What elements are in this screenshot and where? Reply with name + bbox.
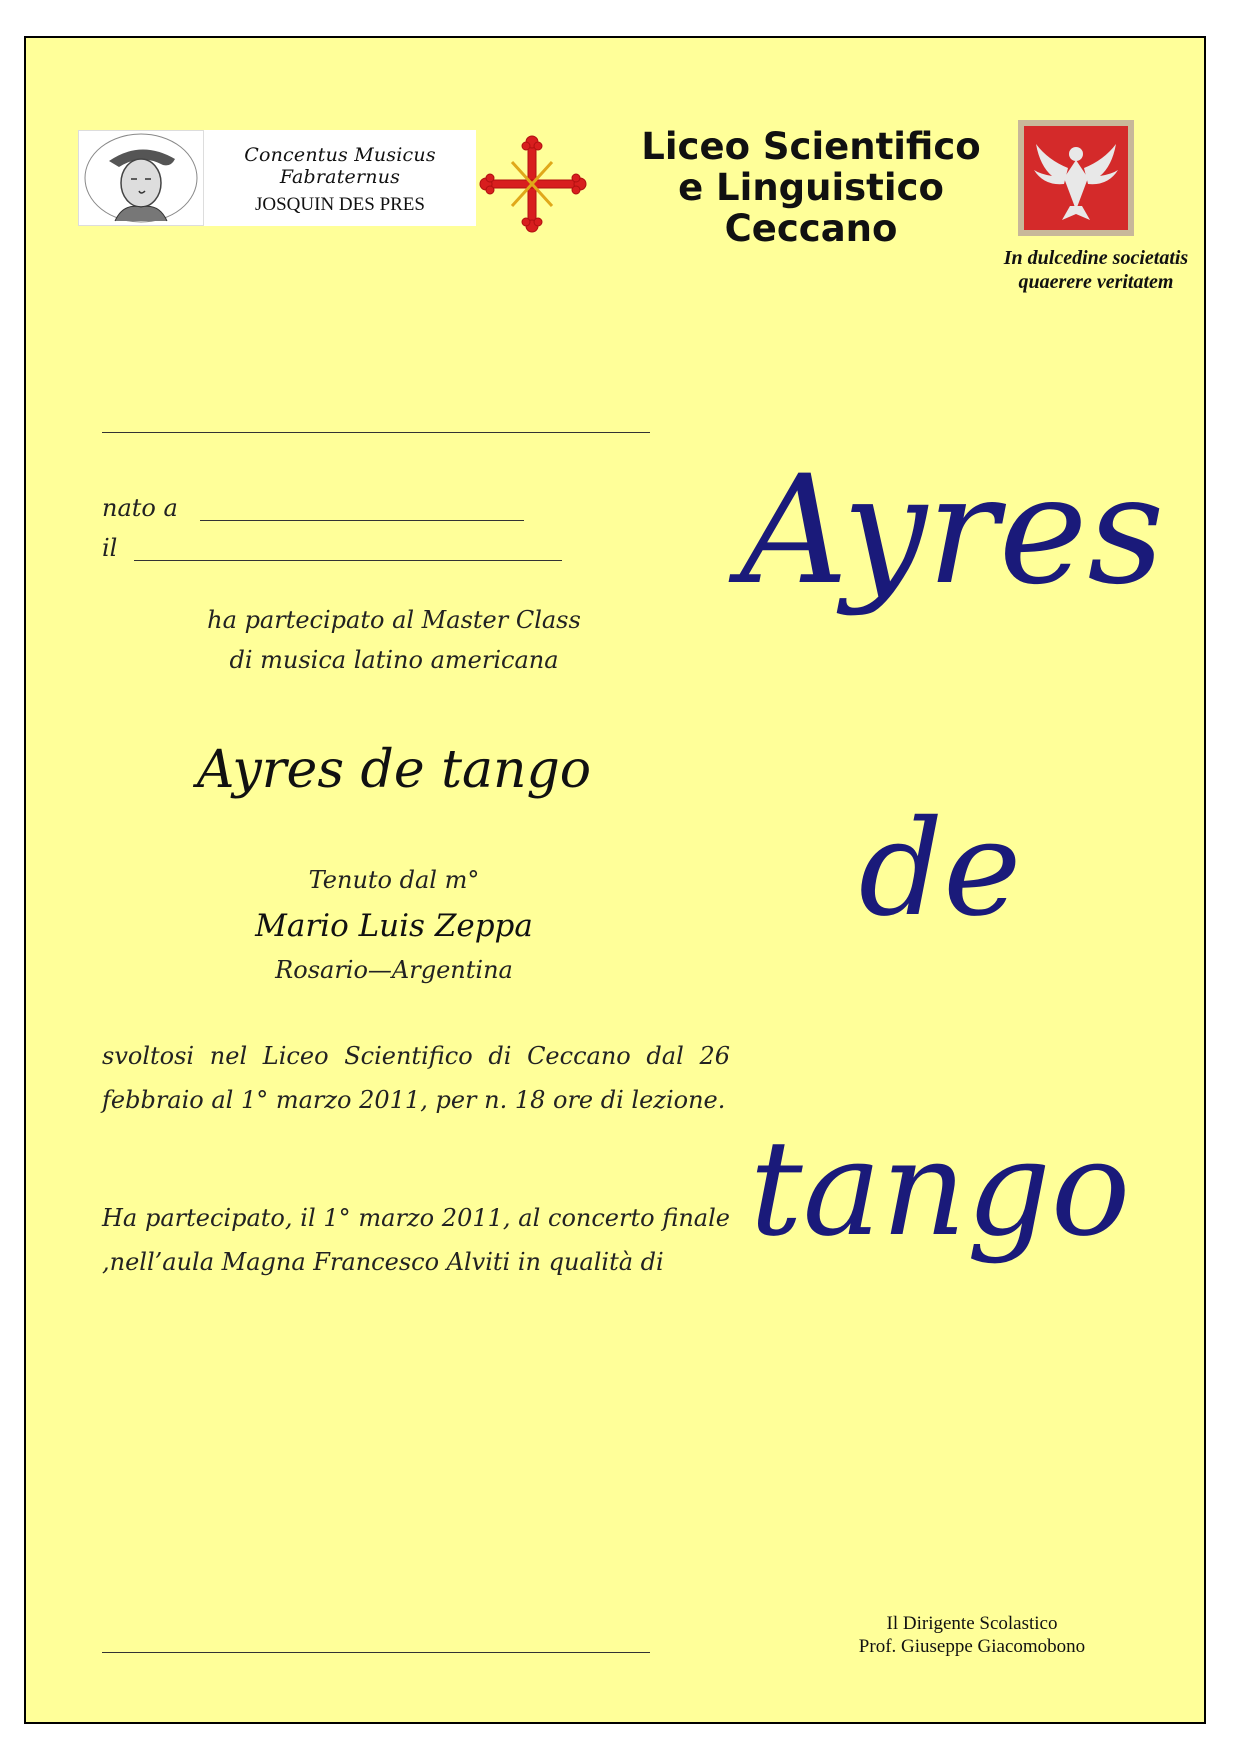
concert-paragraph: Ha partecipato, il 1° marzo 2011, al concerto finale ,nell’aula Magna Francesco Alviti in qualità di [102, 1204, 730, 1276]
side-title-de: de [858, 792, 1022, 946]
school-line-1: Liceo Scientifico [641, 125, 981, 168]
participation-text [102, 600, 686, 680]
signature-role: Il Dirigente Scolastico [886, 1613, 1058, 1634]
course-title: Ayres de tango [196, 740, 592, 800]
school-name [601, 126, 1021, 249]
role-blank-line[interactable] [102, 1652, 650, 1653]
held-by-label: Tenuto dal m° [308, 866, 480, 894]
participation-line-2: di musica latino americana [229, 646, 559, 674]
school-line-2: e Linguistico [678, 166, 944, 209]
side-title-ayres: Ayres [740, 444, 1165, 618]
name-blank-line[interactable] [102, 432, 650, 433]
side-title-tango: tango [749, 1112, 1131, 1266]
teacher-name: Mario Luis Zeppa [255, 908, 533, 944]
certificate-page [24, 36, 1206, 1724]
josquin-label: JOSQUIN DES PRES [255, 194, 425, 215]
signature-name: Prof. Giuseppe Giacomobono [858, 1636, 1086, 1657]
portrait-engraving-icon [79, 131, 203, 225]
teacher-origin: Rosario—Argentina [275, 956, 513, 984]
motto-line-1: In dulcedine societatis [1003, 247, 1189, 269]
concentus-name: Concentus Musicus Fabraternus [244, 144, 436, 188]
cross-emblem-icon [478, 134, 588, 234]
signature-block [822, 1612, 1122, 1658]
participation-line-1: ha partecipato al Master Class [207, 606, 581, 634]
born-label: nato a [102, 494, 178, 522]
date-label: il [102, 534, 118, 562]
josquin-portrait-image [78, 130, 204, 226]
birthplace-blank-line[interactable] [200, 520, 524, 521]
eagle-crest-icon [1018, 120, 1134, 236]
course-details-paragraph: svoltosi nel Liceo Scientifico di Ceccano dal 26 febbraio al 1° marzo 2011, per n. 18 ore di lezione. [102, 1042, 730, 1114]
school-motto [976, 246, 1216, 294]
motto-line-2: quaerere veritatem [1018, 271, 1174, 293]
school-line-3: Ceccano [724, 207, 898, 250]
concentus-logo [204, 130, 476, 226]
birthdate-blank-line[interactable] [134, 560, 562, 561]
